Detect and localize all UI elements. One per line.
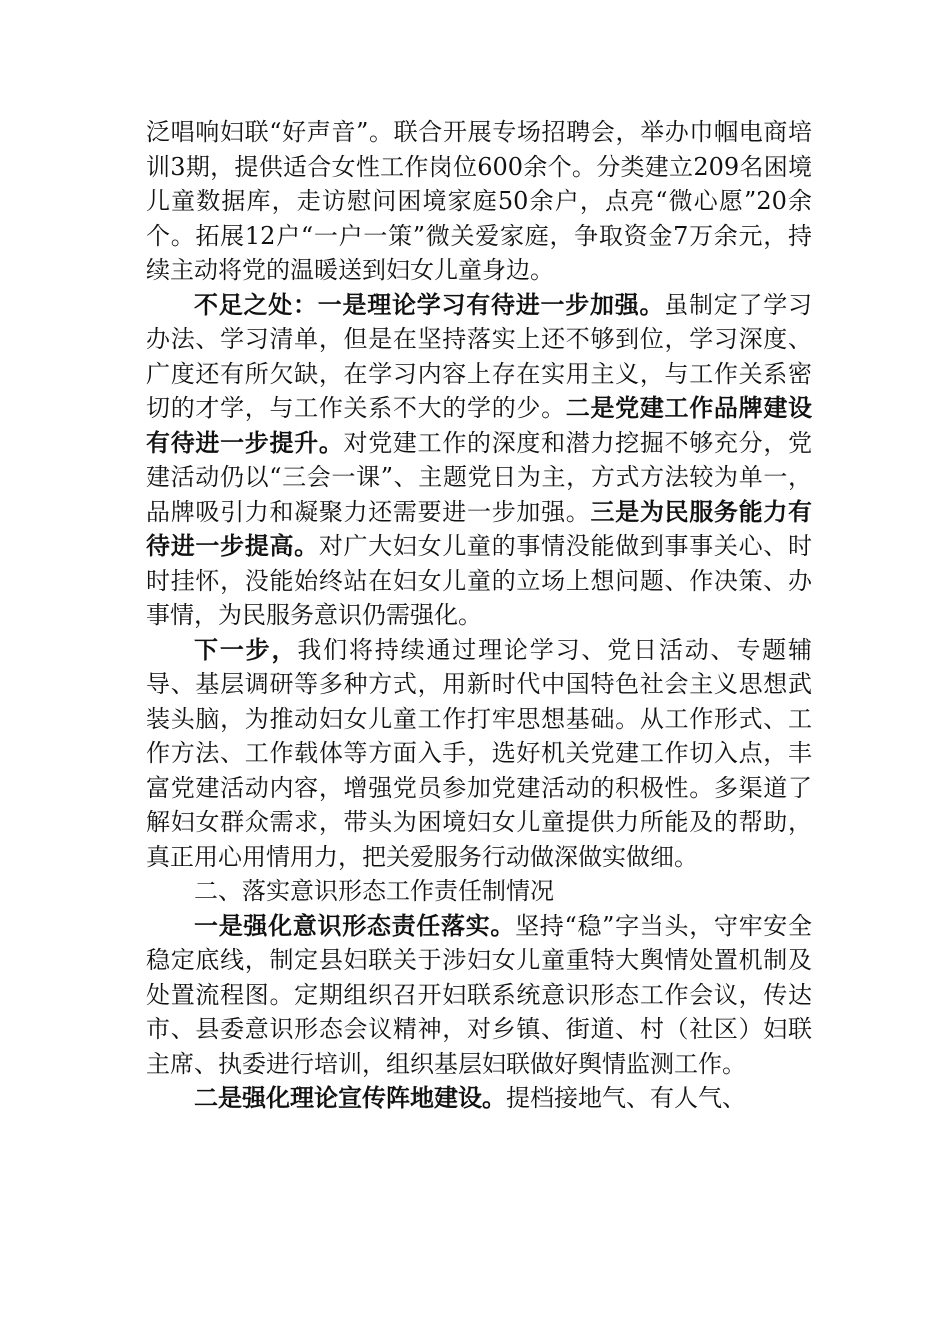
paragraph-next-steps [146,633,812,875]
bold-heading-run: 三是为民服务能力有待进一步提高。 [146,496,813,560]
document-page [146,115,812,1116]
bold-heading-run: 下一步， [194,634,298,664]
text-run: 对党建工作的深度和潜力挖掘不够充分，党建活动仍以“三会一课”、主题党日为主，方式方法较为单一，品牌吸引力和凝聚力还需要进一步加强。 [146,428,813,526]
paragraph-ideology-responsibility [146,909,812,1082]
paragraph-shortcomings [146,288,812,633]
paragraph-continued [146,115,812,288]
paragraph-propaganda-position [146,1081,812,1116]
text-run: 坚持“稳”字当头，守牢安全稳定底线，制定县妇联关于涉妇女儿童重特大舆情处置机制及处置流程图。定期组织召开妇联系统意识形态工作会议，传达市、县委意识形态会议精神，对乡镇、街道、村（社区）妇联主席、执委进行培训，组织基层妇联做好舆情监测工作。 [146,911,812,1078]
bold-heading-run: 二是党建工作品牌建设有待进一步提升。 [146,393,813,457]
text-run: 我们将持续通过理论学习、党日活动、专题辅导、基层调研等多种方式，用新时代中国特色社会主义思想武装头脑，为推动妇女儿童工作打牢思想基础。从工作形式、工作方法、工作载体等方面入手，选好机关党建工作切入点，丰富党建活动内容，增强党员参加党建活动的积极性。多渠道了解妇女群众需求，带头为困境妇女儿童提供力所能及的帮助，真正用心用情用力，把关爱服务行动做深做实做细。 [146,635,813,871]
text-run: 提档接地气、有人气、 [506,1084,746,1112]
bold-heading-run: 二是强化理论宣传阵地建设。 [194,1083,506,1112]
bold-heading-run: 一是强化意识形态责任落实。 [194,910,516,940]
text-run: 泛唱响妇联“好声音”。联合开展专场招聘会，举办巾帼电商培训3期，提供适合女性工作岗位600余个。分类建立209名困境儿童数据库，走访慰问困境家庭50余户，点亮“微心愿”20余个。拓展12户“一户一策”微关爱家庭，争取资金7万余元，持续主动将党的温暖送到妇女儿童身边。 [146,118,812,284]
section-heading [146,874,812,909]
section-heading-text: 二、落实意识形态工作责任制情况 [194,877,554,905]
text-run: 虽制定了学习办法、学习清单，但是在坚持落实上还不够到位，学习深度、广度还有所欠缺，在学习内容上存在实用主义，与工作关系密切的才学，与工作关系不大的学的少。 [146,290,812,422]
bold-heading-run: 不足之处：一是理论学习有待进一步加强。 [194,289,665,319]
text-run: 对广大妇女儿童的事情没能做到事事关心、时时挂怀，没能始终站在妇女儿童的立场上想问题、作决策、办事情，为民服务意识仍需强化。 [146,532,813,629]
